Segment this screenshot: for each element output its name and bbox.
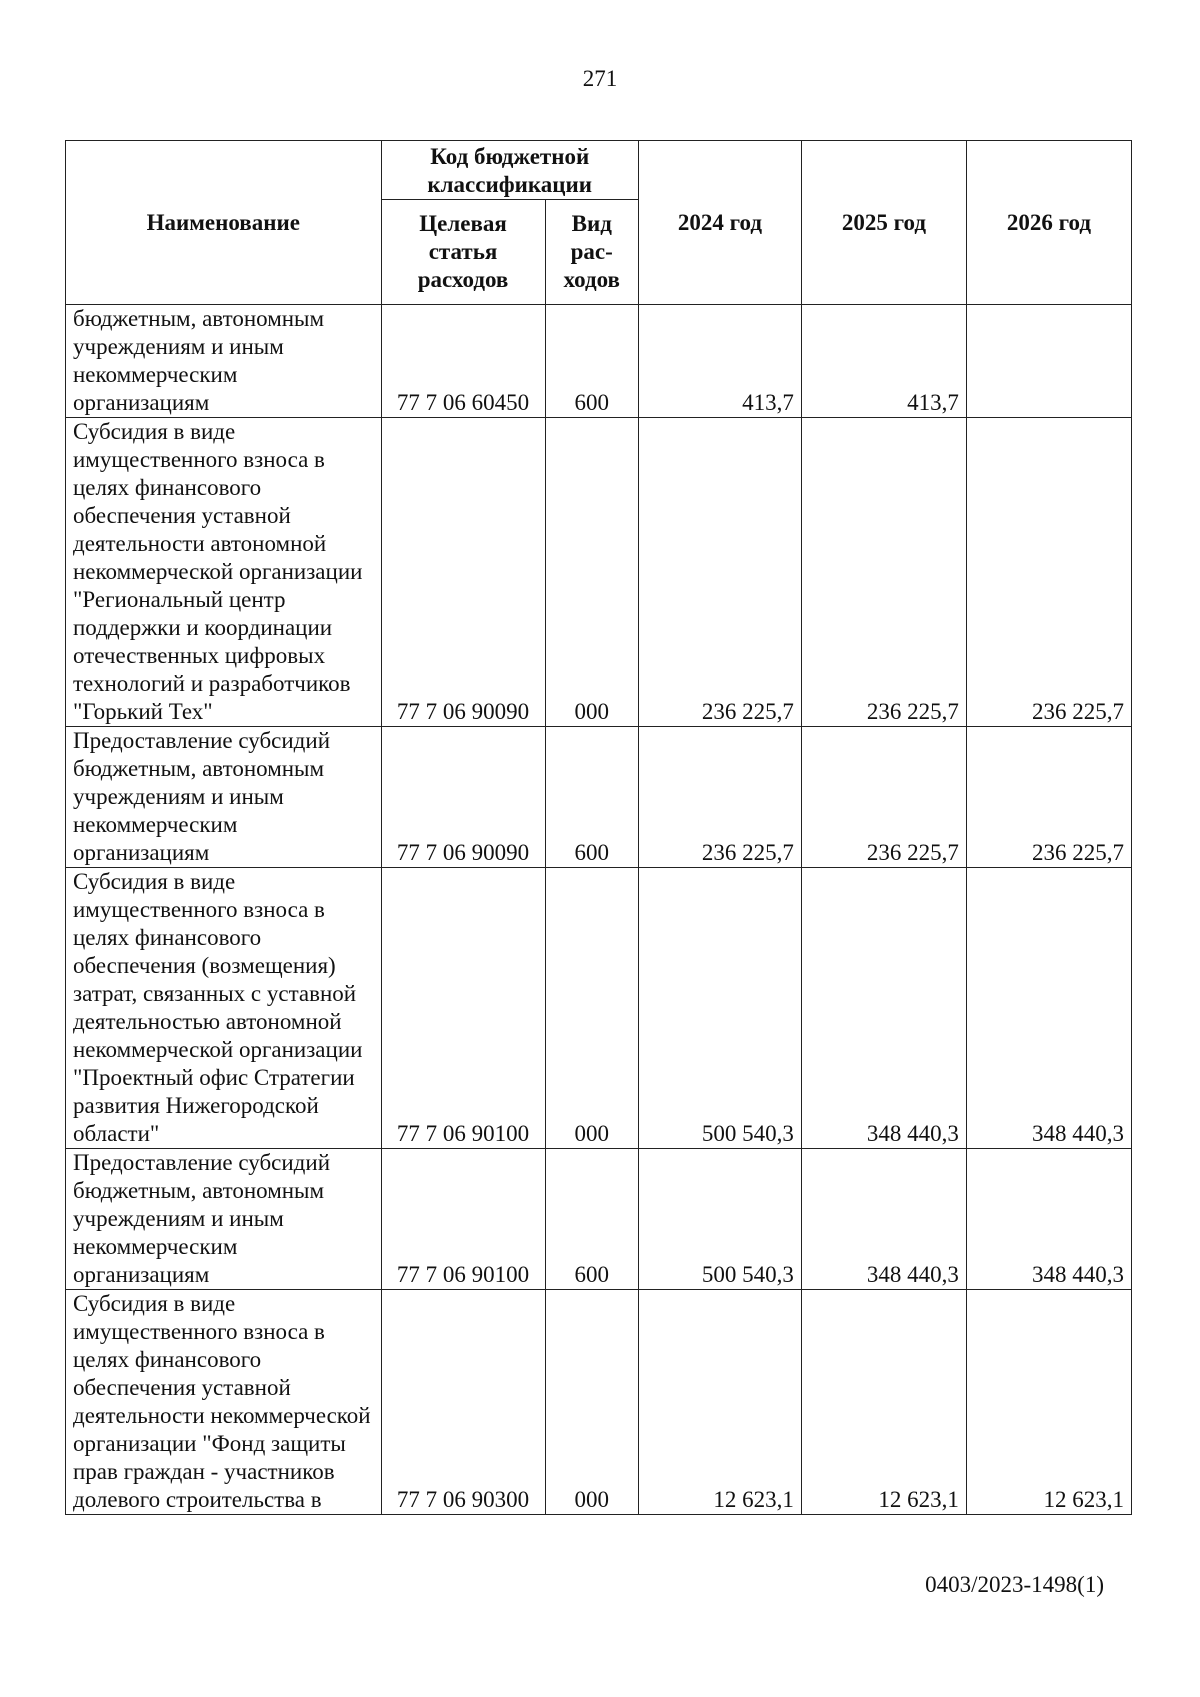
- row-2026: 236 225,7: [966, 418, 1131, 727]
- table-row: [66, 1290, 1132, 1515]
- header-name: Наименование: [66, 141, 382, 305]
- row-kind: 000: [545, 1290, 638, 1515]
- table-row: [66, 305, 1132, 418]
- row-2024: 500 540,3: [638, 1149, 801, 1290]
- header-2025: 2025 год: [801, 141, 966, 305]
- page-number: 271: [582, 66, 618, 91]
- row-2025: 236 225,7: [801, 418, 966, 727]
- row-name: Предоставление субсидий бюджетным, автономным учреждениям и иным некоммерческим организациям: [66, 727, 382, 868]
- header-2024: 2024 год: [638, 141, 801, 305]
- header-target-article: Целевая статья расходов: [381, 200, 545, 305]
- row-code: 77 7 06 90300: [381, 1290, 545, 1515]
- table-row: [66, 868, 1132, 1149]
- row-2025: 236 225,7: [801, 727, 966, 868]
- table-row: [66, 727, 1132, 868]
- row-2026: 348 440,3: [966, 868, 1131, 1149]
- row-2025: 348 440,3: [801, 868, 966, 1149]
- row-kind: 600: [545, 727, 638, 868]
- row-2024: 236 225,7: [638, 727, 801, 868]
- row-kind: 600: [545, 305, 638, 418]
- row-code: 77 7 06 90090: [381, 418, 545, 727]
- row-code: 77 7 06 90100: [381, 1149, 545, 1290]
- table-header: [66, 141, 1132, 305]
- row-kind: 000: [545, 868, 638, 1149]
- row-2026: 236 225,7: [966, 727, 1131, 868]
- header-expense-kind: Вид рас-ходов: [545, 200, 638, 305]
- row-2026: [966, 305, 1131, 418]
- row-2025: 413,7: [801, 305, 966, 418]
- row-name: Предоставление субсидий бюджетным, автономным учреждениям и иным некоммерческим организациям: [66, 1149, 382, 1290]
- row-2024: 413,7: [638, 305, 801, 418]
- row-name: Субсидия в виде имущественного взноса в целях финансового обеспечения уставной деятельности автономной некоммерческой организации "Региональный центр поддержки и координации отечественных цифровых технологий и разработчиков "Горький Тех": [66, 418, 382, 727]
- row-code: 77 7 06 60450: [381, 305, 545, 418]
- row-2025: 12 623,1: [801, 1290, 966, 1515]
- row-2025: 348 440,3: [801, 1149, 966, 1290]
- row-2024: 12 623,1: [638, 1290, 801, 1515]
- row-name: бюджетным, автономным учреждениям и иным некоммерческим организациям: [66, 305, 382, 418]
- row-2024: 500 540,3: [638, 868, 801, 1149]
- row-kind: 600: [545, 1149, 638, 1290]
- table-row: [66, 1149, 1132, 1290]
- row-name: Субсидия в виде имущественного взноса в целях финансового обеспечения (возмещения) затрат, связанных с уставной деятельностью автономной некоммерческой организации "Проектный офис Стратегии развития Нижегородской области": [66, 868, 382, 1149]
- budget-table: [65, 140, 1132, 1515]
- row-name: Субсидия в виде имущественного взноса в целях финансового обеспечения уставной деятельности некоммерческой организации "Фонд защиты прав граждан - участников долевого строительства в: [66, 1290, 382, 1515]
- document-number: 0403/2023-1498(1): [925, 1572, 1104, 1597]
- header-2026: 2026 год: [966, 141, 1131, 305]
- row-kind: 000: [545, 418, 638, 727]
- row-2026: 12 623,1: [966, 1290, 1131, 1515]
- row-code: 77 7 06 90090: [381, 727, 545, 868]
- row-code: 77 7 06 90100: [381, 868, 545, 1149]
- table-row: [66, 418, 1132, 727]
- header-code-group: Код бюджетной классификации: [381, 141, 638, 200]
- row-2024: 236 225,7: [638, 418, 801, 727]
- row-2026: 348 440,3: [966, 1149, 1131, 1290]
- table-body: [66, 305, 1132, 1515]
